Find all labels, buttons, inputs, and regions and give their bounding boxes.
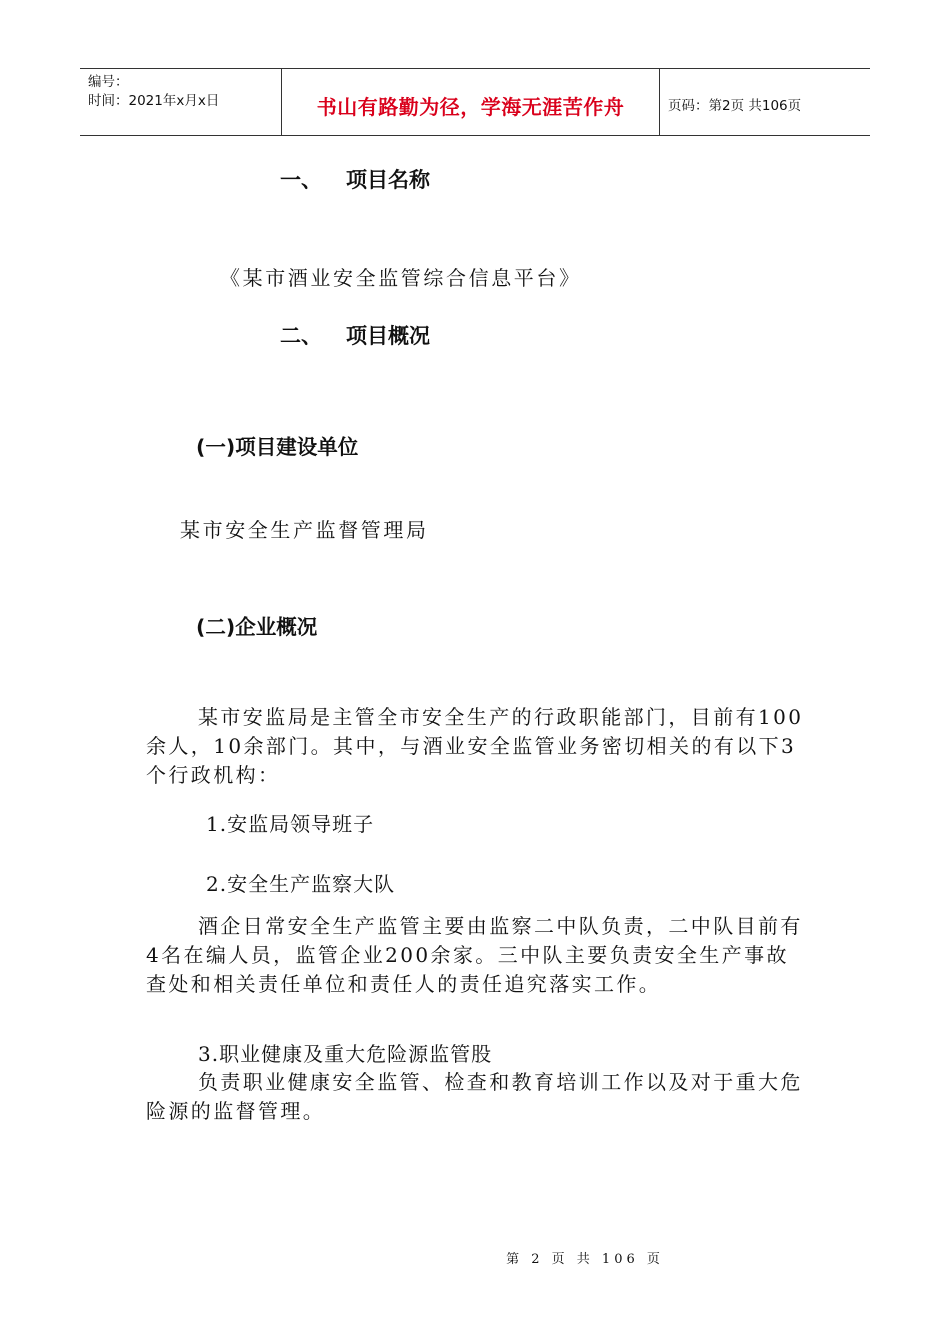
construction-unit: 某市安全生产监督管理局 bbox=[180, 518, 429, 542]
page-header bbox=[80, 68, 870, 136]
section-2-title: 项目概况 bbox=[346, 324, 430, 348]
section-1-heading bbox=[280, 164, 430, 194]
list-item-1: 1.安监局领导班子 bbox=[206, 812, 375, 836]
list-item-2: 2.安全生产监察大队 bbox=[206, 872, 396, 896]
section-1-number: 一、 bbox=[280, 168, 322, 192]
paragraph-2: 酒企日常安全生产监管主要由监察二中队负责，二中队目前有4名在编人员，监管企业200余家。三中队主要负责安全生产事故查处和相关责任单位和责任人的责任追究落实工作。 bbox=[146, 914, 803, 996]
paragraph-1: 某市安监局是主管全市安全生产的行政职能部门，目前有100余人，10余部门。其中，与酒业安全监管业务密切相关的有以下3个行政机构： bbox=[146, 705, 804, 787]
list-item-3: 3.职业健康及重大危险源监管股 bbox=[198, 1042, 493, 1066]
subsection-2-title: (二)企业概况 bbox=[196, 615, 318, 639]
number-label: 编号： bbox=[88, 74, 129, 90]
header-page-info: 页码：第2页 共106页 bbox=[668, 98, 802, 114]
header-motto: 书山有路勤为径，学海无涯苦作舟 bbox=[316, 94, 625, 119]
time-label: 时间：2021年x月x日 bbox=[88, 93, 220, 109]
section-2-number: 二、 bbox=[280, 324, 322, 348]
paragraph-3: 负责职业健康安全监管、检查和教育培训工作以及对于重大危险源的监督管理。 bbox=[146, 1070, 803, 1123]
section-2-heading bbox=[280, 320, 430, 350]
page-footer: 第 2 页 共 106 页 bbox=[506, 1252, 664, 1267]
header-motto-cell bbox=[282, 69, 660, 135]
subsection-1-title: (一)项目建设单位 bbox=[196, 435, 359, 459]
header-meta bbox=[80, 69, 282, 135]
project-name: 《某市酒业安全监管综合信息平台》 bbox=[220, 266, 582, 290]
section-1-title: 项目名称 bbox=[346, 168, 430, 192]
